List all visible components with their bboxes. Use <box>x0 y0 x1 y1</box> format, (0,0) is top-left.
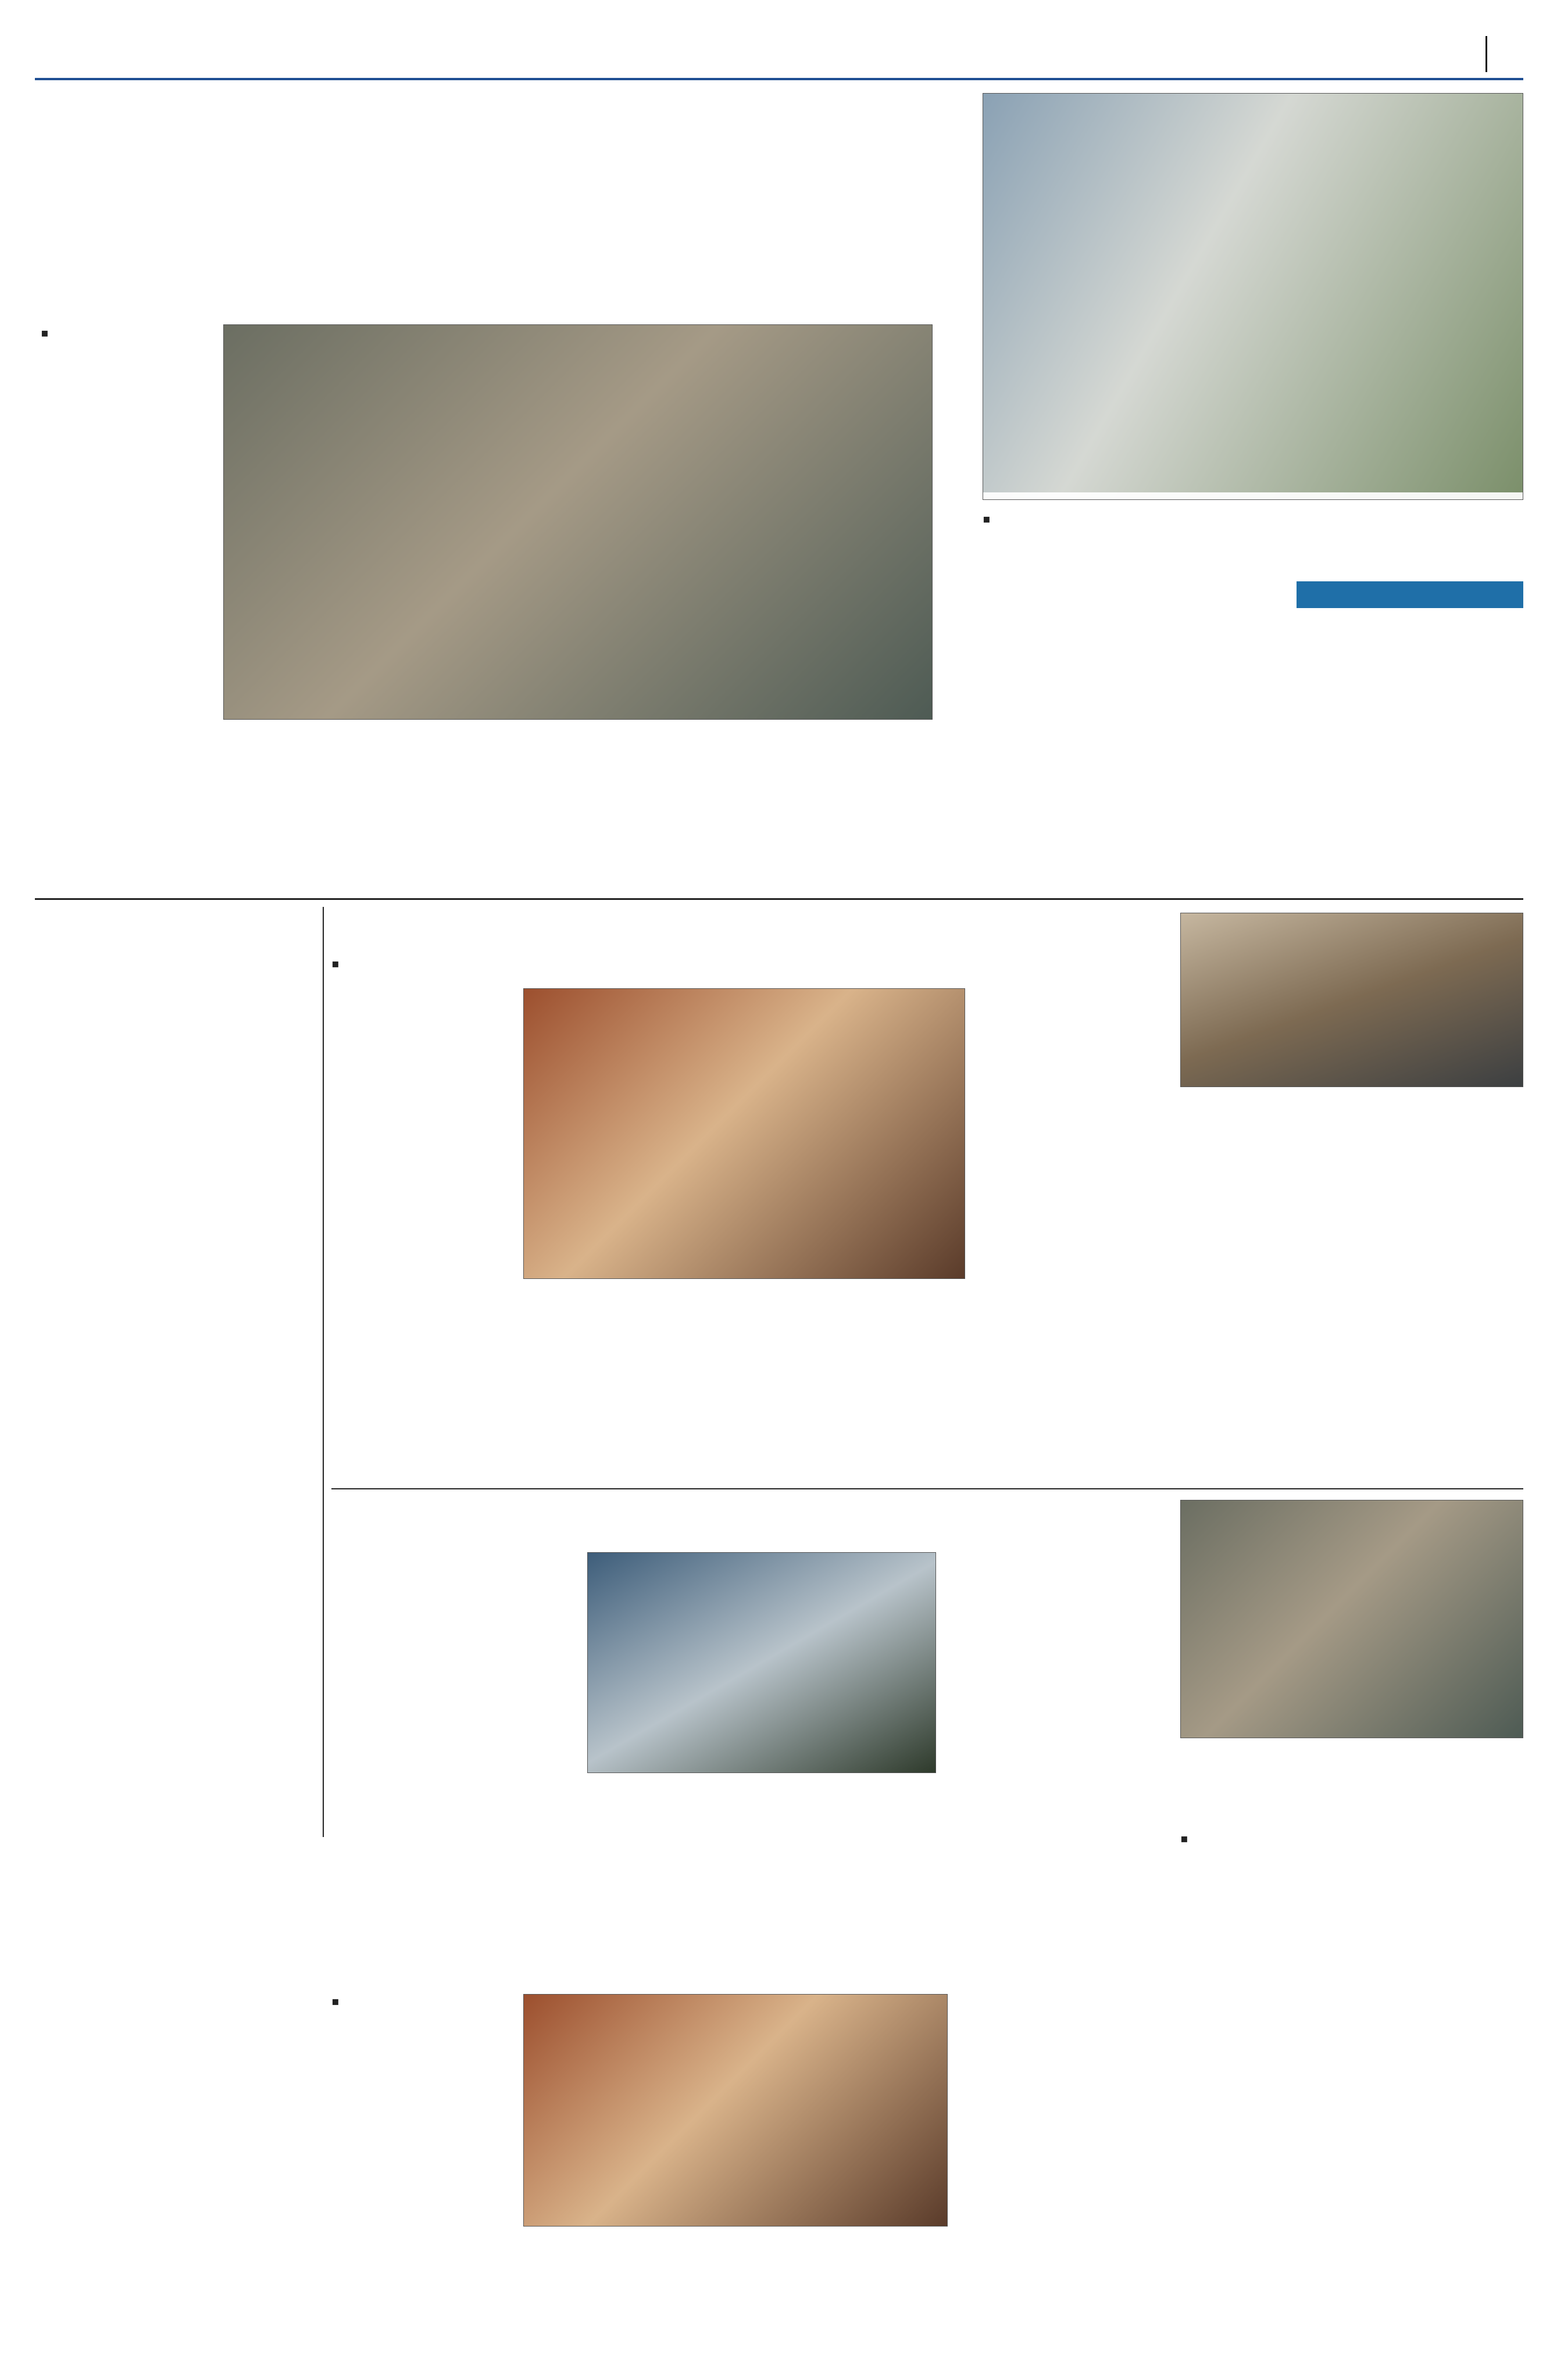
lead-col1 <box>41 363 215 892</box>
station-photo-col2 <box>738 2232 948 2363</box>
section-rule-2 <box>331 1488 1523 1489</box>
theft-col2 <box>523 1285 738 1482</box>
pension-byline: ▪ <box>1180 1831 1188 1845</box>
checkdam-headline <box>983 492 1523 499</box>
brief-title-3 <box>41 1977 314 2006</box>
theft-photo <box>523 988 965 1279</box>
brief-title-2 <box>41 1494 314 1558</box>
lead-col4 <box>814 324 965 894</box>
brief-title-1 <box>41 936 297 1000</box>
brief-divider <box>323 907 324 1837</box>
aap-headline <box>331 1497 576 1567</box>
page-number <box>1485 36 1526 72</box>
checkdam-bar <box>1297 581 1523 608</box>
lead-headline <box>41 165 930 322</box>
katha-photo <box>587 1552 936 1773</box>
cm-col2 <box>1360 1186 1523 1482</box>
bjp-text <box>959 2009 1163 2363</box>
checkdam-byline: ▪ <box>983 512 991 526</box>
station-photo <box>523 1994 948 2227</box>
station-photo-col1 <box>523 2232 727 2363</box>
station-col1 <box>331 2032 512 2363</box>
station-byline: ▪ <box>331 1994 340 2008</box>
theft-headline <box>331 908 1169 946</box>
cm-photo <box>1180 913 1523 1087</box>
pension-col2 <box>1360 1831 1523 2218</box>
katha-headline <box>587 1500 1169 1538</box>
section-rule-1 <box>35 898 1523 900</box>
cm-headline <box>1180 1093 1523 1180</box>
theft-col1 <box>331 994 506 1482</box>
katha-col3 <box>948 1552 1163 1942</box>
lead-photo-col2 <box>390 726 535 894</box>
pension-col1 <box>1180 1869 1349 2218</box>
theft-col4 <box>977 953 1169 1482</box>
theft-byline: ▪ <box>331 956 340 970</box>
lead-photo-col1 <box>223 726 374 894</box>
theft-col3 <box>750 1285 965 1482</box>
brief-text-1 <box>41 1005 314 1481</box>
theft-subhead <box>523 953 977 982</box>
brief-label <box>41 907 302 932</box>
brief-text-2 <box>41 1564 314 1971</box>
cm-col1 <box>1180 1186 1349 1482</box>
katha-photo-col1 <box>587 1779 756 1942</box>
lead-photo-col3 <box>552 755 779 894</box>
brief-text-3 <box>41 2009 314 2357</box>
bjp-headline <box>959 1950 1163 2003</box>
lead-byline: ▪ <box>41 326 49 340</box>
station-headline <box>331 1947 948 1985</box>
pension-photo <box>1180 1500 1523 1738</box>
pension-headline <box>1180 1744 1523 1825</box>
katha-photo-col2 <box>767 1779 936 1942</box>
masthead <box>35 35 1523 77</box>
lead-subhead <box>610 726 802 749</box>
header-rule <box>35 78 1523 80</box>
checkdam-bar-text <box>1297 610 1523 762</box>
checkdam-photo <box>983 93 1523 500</box>
lead-kicker <box>41 103 930 144</box>
aap-text <box>331 1570 576 1942</box>
